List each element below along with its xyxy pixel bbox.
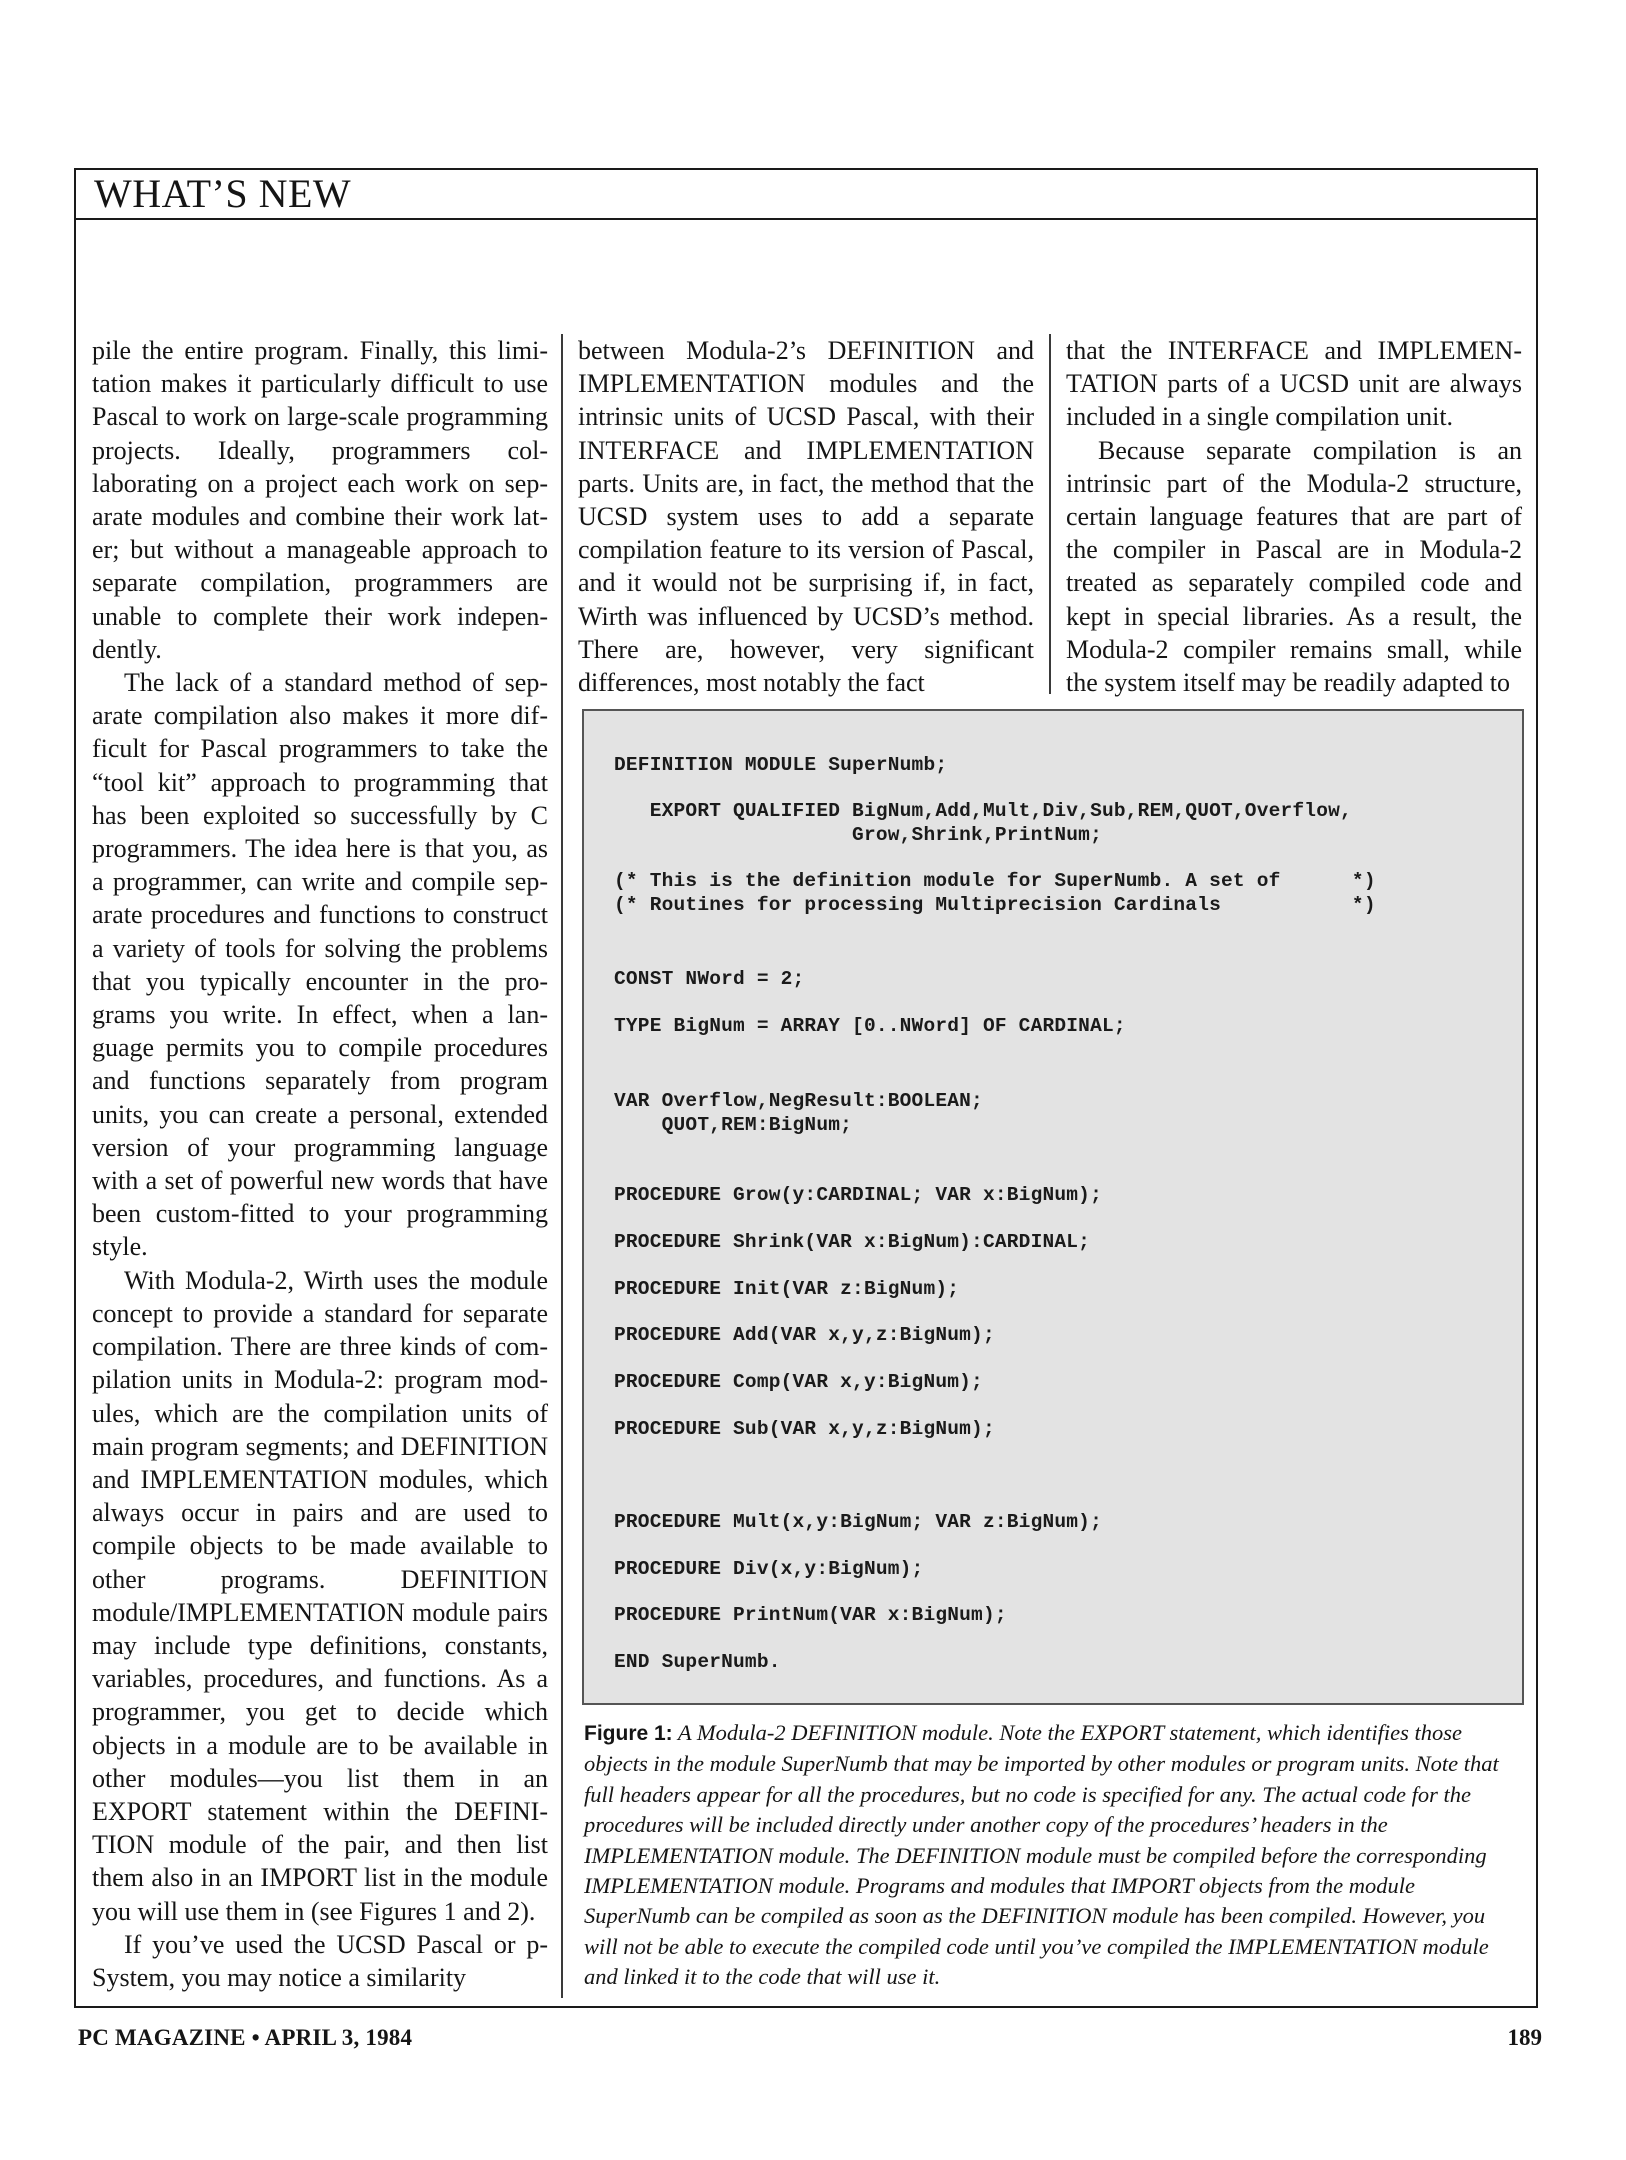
paragraph: With Modula-2, Wirth uses the module concept to provide a standard for separate compilation. There are three kinds of compilation units in Modula-2: program modules, which are the compilation units of main program segments; and DEFINITION and IMPLEMENTATION modules, which always occur in pairs and are used to compile objects to be made available to other programs. DEFINITION module/IMPLEMENTATION module pairs may include type definitions, constants, variables, procedures, and functions. As a programmer, you get to decide which objects in a module are to be available in other modules—you list them in an EXPORT statement within the DEFINITION module of the pair, and then list them also in an IMPORT list in the module you will use them in (see Figures 1 and 2). [92,1265,548,1926]
code-line: PROCEDURE Grow(y:CARDINAL; VAR x:BigNum); [614,1184,1102,1206]
column-divider [1049,334,1051,694]
code-line: PROCEDURE PrintNum(VAR x:BigNum); [614,1604,1007,1626]
code-line: Grow,Shrink,PrintNum; [614,824,1102,846]
paragraph: If you’ve used the UCSD Pascal or p-System, you may notice a similarity [92,1929,548,1992]
code-line: PROCEDURE Add(VAR x,y,z:BigNum); [614,1324,995,1346]
article-column-1 [92,334,548,1994]
code-line: TYPE BigNum = ARRAY [0..NWord] OF CARDINAL; [614,1015,1126,1037]
column-divider [561,334,563,1998]
code-line: (* Routines for processing Multiprecision Cardinals *) [614,894,1376,916]
code-line: PROCEDURE Comp(VAR x,y:BigNum); [614,1371,983,1393]
code-line: DEFINITION MODULE SuperNumb; [614,754,948,776]
code-line: VAR Overflow,NegResult:BOOLEAN; [614,1090,983,1112]
paragraph: that the INTERFACE and IMPLEMENTATION parts of a UCSD unit are always included in a single compilation unit. [1066,336,1522,432]
page-number: 189 [1507,2025,1542,2050]
code-listing-figure-1 [582,709,1524,1705]
code-line: PROCEDURE Mult(x,y:BigNum; VAR z:BigNum); [614,1511,1102,1533]
code-line: PROCEDURE Init(VAR z:BigNum); [614,1278,960,1300]
figure-caption [584,1718,1524,1993]
figure-label: Figure 1: [584,1722,673,1745]
paragraph: between Modula-2’s DEFINITION and IMPLEMENTATION modules and the intrinsic units of UCSD Pascal, with their INTERFACE and IMPLEMENTATION parts. Units are, in fact, the method that the UCSD system uses to add a separate compilation feature to its version of Pascal, and it would not be surprising if, in fact, Wirth was influenced by UCSD’s method. There are, however, very significant differences, most notably the fact [578,336,1034,698]
paragraph: Because separate compilation is an intrinsic part of the Modula-2 structure, certain language features that are part of the compiler in Pascal are in Modula-2 treated as separately compiled code and kept in special libraries. As a result, the Modula-2 compiler remains small, while the system itself may be readily adapted to [1066,435,1522,698]
code-line: (* This is the definition module for SuperNumb. A set of *) [614,870,1376,892]
paragraph: The lack of a standard method of separate compilation also makes it more difficult for Pascal programmers to take the “tool kit” approach to programming that has been exploited so successfully by C programmers. The idea here is that you, as a programmer, can write and compile separate procedures and functions to construct a variety of tools for solving the problems that you typically encounter in the programs you write. In effect, when a language permits you to compile procedures and functions separately from program units, you can create a personal, extended version of your programming language with a set of powerful new words that have been custom-fitted to your programming style. [92,668,548,1262]
code-line: CONST NWord = 2; [614,968,805,990]
code-line: QUOT,REM:BigNum; [614,1114,853,1136]
code-line: PROCEDURE Shrink(VAR x:BigNum):CARDINAL; [614,1231,1091,1253]
publication-footer: PC MAGAZINE • APRIL 3, 1984 [78,2025,413,2050]
section-title: WHAT’S NEW [94,171,352,216]
article-column-3 [1066,334,1522,699]
code-line: END SuperNumb. [614,1651,781,1673]
paragraph: pile the entire program. Finally, this limitation makes it particularly difficult to use Pascal to work on large-scale programming projects. Ideally, programmers collaborating on a project each work on separate modules and combine their work later; but without a manageable approach to separate compilation, programmers are unable to complete their work independently. [92,336,548,664]
code-line: PROCEDURE Sub(VAR x,y,z:BigNum); [614,1418,995,1440]
code-line: PROCEDURE Div(x,y:BigNum); [614,1558,924,1580]
code-line: EXPORT QUALIFIED BigNum,Add,Mult,Div,Sub,REM,QUOT,Overflow, [614,800,1352,822]
article-column-2 [578,334,1034,699]
caption-text: A Modula-2 DEFINITION module. Note the EXPORT statement, which identifies those objects in the module SuperNumb that may be imported by other modules or program units. Note that full headers appear for all the procedures, but no code is specified for any. The actual code for the procedures will be included directly under another copy of the procedures’ headers in the IMPLEMENTATION module. The DEFINITION module must be compiled before the corresponding IMPLEMENTATION module. Programs and modules that IMPORT objects from the module SuperNumb can be compiled as soon as the DEFINITION module has been compiled. However, you will not be able to execute the compiled code until you’ve compiled the IMPLEMENTATION module and linked it to the code that will use it. [584,1720,1499,1990]
